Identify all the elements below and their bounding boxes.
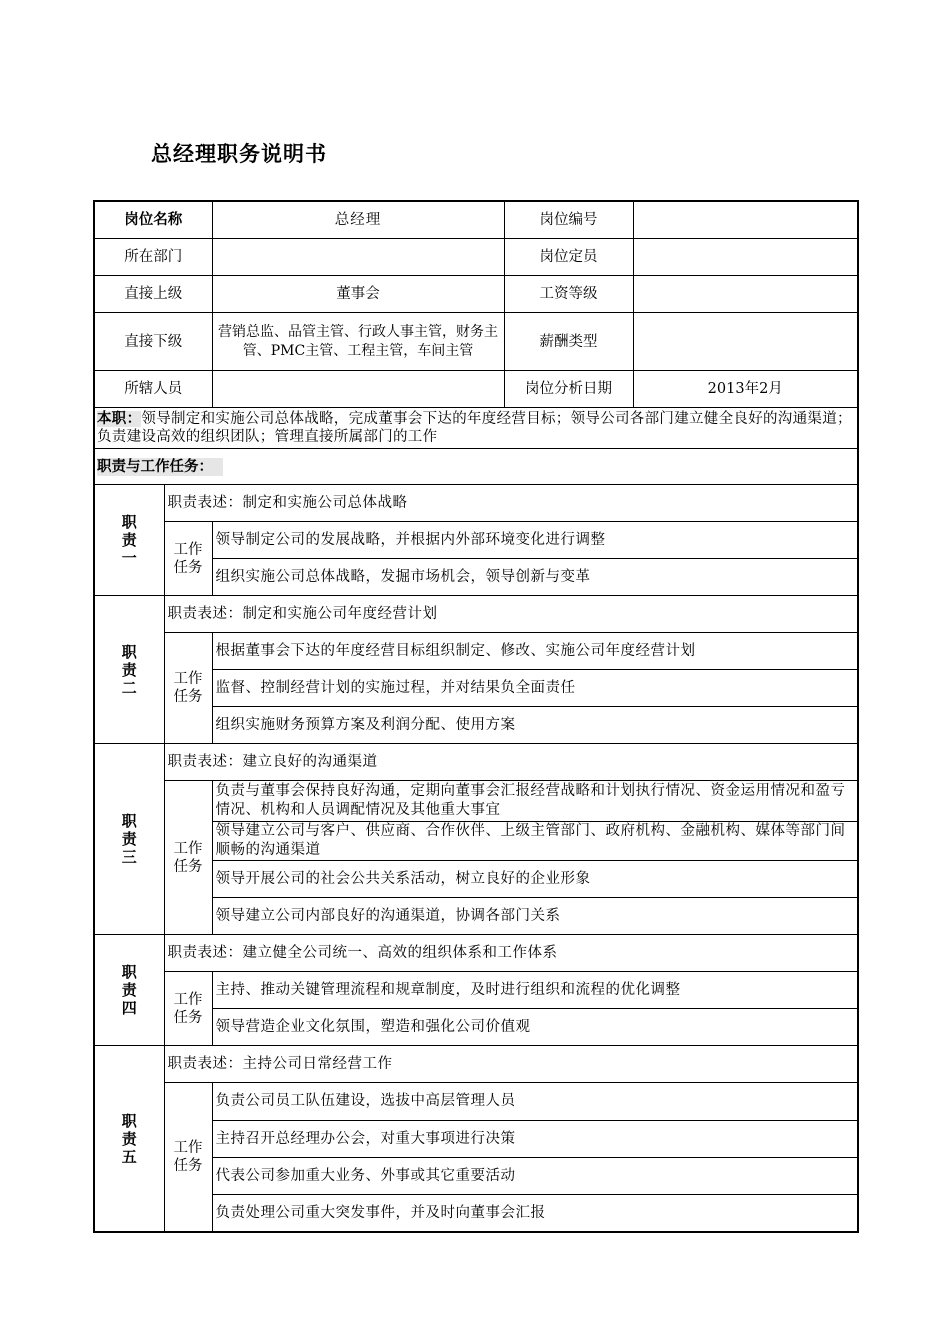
- duty-name-char: 职: [121, 642, 137, 661]
- duty-statement: 职责表述：制定和实施公司年度经营计划: [164, 596, 858, 633]
- task-row: [94, 781, 858, 822]
- row-staff: [94, 371, 858, 408]
- superior-value: 董事会: [212, 276, 504, 313]
- duty-name-char: 一: [121, 549, 137, 567]
- work-task-label: [164, 522, 212, 596]
- row-department: [94, 239, 858, 276]
- duty-name: [94, 596, 164, 744]
- row-position-name: [94, 201, 858, 239]
- section-title-cell: [94, 449, 858, 485]
- pay-type-label: 薪酬类型: [504, 313, 633, 371]
- core-duty-text: 领导制定和实施公司总体战略，完成董事会下达的年度经营目标；领导公司各部门建立健全良好的沟通渠道；负责建设高效的组织团队；管理直接所属部门的工作: [97, 411, 852, 445]
- duty-name-char: 职: [121, 963, 137, 981]
- task-item: 主持、推动关键管理流程和规章制度，及时进行组织和流程的优化调整: [212, 972, 858, 1009]
- row-core-duty: [94, 408, 858, 449]
- work-task-label-line: 工作: [173, 671, 203, 687]
- superior-label: 直接上级: [94, 276, 212, 313]
- duty-name-char: 责: [121, 1129, 137, 1148]
- duty-name-char: 责: [121, 981, 137, 999]
- duty-statement-row: [94, 935, 858, 972]
- task-row: [94, 972, 858, 1009]
- staff-label: 所辖人员: [94, 371, 212, 408]
- duty-statement: 职责表述：制定和实施公司总体战略: [164, 485, 858, 522]
- task-item: 组织实施公司总体战略，发掘市场机会，领导创新与变革: [212, 559, 858, 596]
- row-superior: [94, 276, 858, 313]
- headcount-label: 岗位定员: [504, 239, 633, 276]
- task-item: 负责与董事会保持良好沟通，定期向董事会汇报经营战略和计划执行情况、资金运用情况和盈亏情况、机构和人员调配情况及其他重大事宜: [212, 781, 858, 822]
- duty-statement-row: [94, 744, 858, 781]
- duty-name: [94, 1046, 164, 1233]
- row-section-title: [94, 449, 858, 485]
- subordinate-label: 直接下级: [94, 313, 212, 371]
- subordinate-value: 营销总监、品管主管、行政人事主管，财务主管、PMC主管、工程主管，车间主管: [212, 313, 504, 371]
- work-task-label-line: 任务: [173, 1009, 203, 1026]
- duty-name-char: 责: [121, 660, 137, 679]
- headcount-value: [633, 239, 858, 276]
- work-task-label-line: 任务: [173, 1158, 203, 1174]
- task-item: 负责处理公司重大突发事件，并及时向董事会汇报: [212, 1195, 858, 1233]
- duty-name-char: 责: [121, 830, 137, 848]
- work-task-label: [164, 633, 212, 744]
- duty-statement: 职责表述：主持公司日常经营工作: [164, 1046, 858, 1083]
- section-title: 职责与工作任务：: [97, 458, 223, 476]
- dept-label: 所在部门: [94, 239, 212, 276]
- duty-statement-row: [94, 1046, 858, 1083]
- salary-grade-label: 工资等级: [504, 276, 633, 313]
- salary-grade-value: [633, 276, 858, 313]
- task-item: 领导营造企业文化氛围，塑造和强化公司价值观: [212, 1009, 858, 1046]
- duty-name: [94, 485, 164, 596]
- duties-body: [94, 485, 858, 1233]
- task-item: 主持召开总经理办公会，对重大事项进行决策: [212, 1121, 858, 1158]
- duty-statement-row: [94, 596, 858, 633]
- work-task-label-line: 工作: [173, 541, 203, 558]
- duty-statement-row: [94, 485, 858, 522]
- work-task-label-line: 任务: [173, 858, 203, 875]
- task-item: 根据董事会下达的年度经营目标组织制定、修改、实施公司年度经营计划: [212, 633, 858, 670]
- position-no-label: 岗位编号: [504, 201, 633, 239]
- duty-name-char: 四: [121, 999, 137, 1017]
- position-no-value: [633, 201, 858, 239]
- duty-name-char: 职: [121, 513, 137, 531]
- task-row: [94, 1083, 858, 1121]
- work-task-label-line: 任务: [173, 689, 203, 705]
- core-duty-cell: [94, 408, 858, 449]
- duty-name-char: 责: [121, 531, 137, 549]
- task-item: 领导开展公司的社会公共关系活动，树立良好的企业形象: [212, 861, 858, 898]
- work-task-label-line: 工作: [173, 840, 203, 857]
- work-task-label: [164, 781, 212, 935]
- duty-name: [94, 744, 164, 935]
- position-name-value: 总经理: [212, 201, 504, 239]
- work-task-label: [164, 1083, 212, 1233]
- duty-name: [94, 935, 164, 1046]
- duty-name-char: 二: [121, 678, 137, 697]
- task-item: 领导建立公司内部良好的沟通渠道，协调各部门关系: [212, 898, 858, 935]
- analysis-date-value: 2013年2月: [633, 371, 858, 408]
- task-item: 负责公司员工队伍建设，选拔中高层管理人员: [212, 1083, 858, 1121]
- duty-name-char: 五: [121, 1147, 137, 1166]
- task-item: 监督、控制经营计划的实施过程，并对结果负全面责任: [212, 670, 858, 707]
- row-subordinate: [94, 313, 858, 371]
- duty-statement: 职责表述：建立良好的沟通渠道: [164, 744, 858, 781]
- duty-statement: 职责表述：建立健全公司统一、高效的组织体系和工作体系: [164, 935, 858, 972]
- dept-value: [212, 239, 504, 276]
- document-title: 总经理职务说明书: [151, 142, 327, 166]
- work-task-label-line: 工作: [173, 1140, 203, 1156]
- task-row: [94, 633, 858, 670]
- work-task-label: [164, 972, 212, 1046]
- work-task-label-line: 任务: [173, 559, 203, 576]
- task-item: 代表公司参加重大业务、外事或其它重要活动: [212, 1158, 858, 1195]
- duty-name-char: 三: [121, 848, 137, 866]
- duty-name-char: 职: [121, 812, 137, 830]
- task-item: 领导建立公司与客户、供应商、合作伙伴、上级主管部门、政府机构、金融机构、媒体等部门间顺畅的沟通渠道: [212, 822, 858, 861]
- analysis-date-label: 岗位分析日期: [504, 371, 633, 408]
- task-row: [94, 522, 858, 559]
- task-item: 组织实施财务预算方案及利润分配、使用方案: [212, 707, 858, 744]
- pay-type-value: [633, 313, 858, 371]
- work-task-label-line: 工作: [173, 991, 203, 1008]
- position-name-label: 岗位名称: [94, 201, 212, 239]
- duty-name-char: 职: [121, 1111, 137, 1130]
- core-duty-label: 本职：: [97, 411, 142, 427]
- task-item: 领导制定公司的发展战略，并根据内外部环境变化进行调整: [212, 522, 858, 559]
- staff-value: [212, 371, 504, 408]
- job-description-table: [93, 200, 859, 1233]
